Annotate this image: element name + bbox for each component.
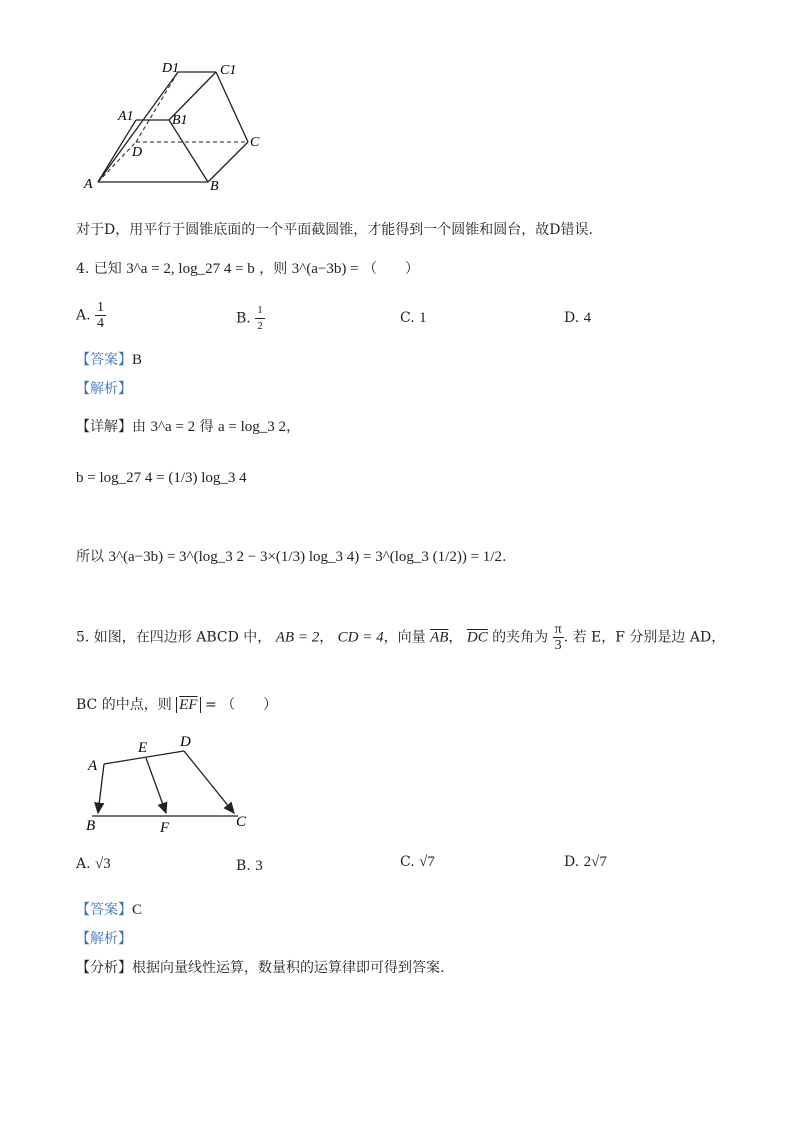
q5-option-d [564,854,607,871]
vector-dc: $\overline{DC}$ [466,629,488,646]
label-A: A [84,177,93,192]
label-A1: A1 [118,109,134,124]
label-D: D [180,734,191,750]
fraction [95,300,106,331]
q4-option-c [400,310,427,327]
angle-fraction [553,622,564,653]
detail-by: 由 [132,419,146,435]
q5-stem-line1: 5. 如图，在四边形 ABCD 中， AB = 2， CD = 4，向量 $\overline{AB}$， $\overline{DC}$ 的夹角为 $\frac{\pi}{3}$ . 若 E，F 分别是边 AD， [76,622,726,653]
q4-answer [76,349,142,369]
q4-ask: 3^(a−3b) = [291,261,359,277]
q5-answer [76,899,142,919]
q5-option-a [76,856,111,873]
q4-detail-line3: 所以 3^(a−3b) = 3^(log_3 2 − 3×(1/3) log_3 4) = 3^(log_3 (1/2)) = 1/2. [76,549,507,565]
math-expression: 3^a = 2 [150,419,196,435]
q5-option-b [236,858,263,875]
denominator: 3 [554,638,562,653]
q4-given: 3^a = 2, log_27 4 = b [126,261,255,277]
detail-get: 得 [199,419,214,435]
label-E: E [138,740,148,756]
option-label: C. [400,854,415,870]
q5-analysis-tag: 【解析】 [76,931,132,947]
vector-ef: $\overline{EF}$ [179,697,198,713]
q4-stem [76,258,419,278]
numerator: 1 [97,300,105,315]
option-label: B. [236,310,251,327]
label-C: C [236,814,247,830]
q4-option-d [564,310,591,327]
option-label: A. [76,307,91,324]
q4-then: ，则 [259,261,288,277]
answer-value: C [132,902,143,918]
option-label: D. [564,310,580,326]
stem-text: ，向量 [383,629,426,646]
stem-text: 的夹角为 [492,629,549,646]
q5-stem-line2 [76,694,277,714]
q4-paren: （ ） [363,261,420,277]
math-expression: a = log_3 2 [218,419,287,435]
label-B: B [86,818,96,834]
option-value: √3 [95,856,111,872]
option-label: B. [236,858,251,874]
answer-tag: 【答案】 [76,902,132,918]
option-label: A. [76,856,91,872]
answer-tag: 【答案】 [76,352,132,368]
label-B: B [210,179,219,194]
numerator: π [554,622,562,637]
q4-detail-line1: 【详解】由 3^a = 2 得 a = log_3 2， [76,419,301,435]
q4-option-b [236,303,265,334]
math-expression: CD = 4 [337,629,384,646]
answer-value: B [132,352,143,368]
option-label: C. [400,310,415,326]
option-value: 3 [255,858,263,874]
stem-text: . 若 E，F 分别是边 AD， [563,629,726,646]
option-value: 4 [583,310,592,326]
denominator: 2 [257,320,263,332]
q5-paren: （ ） [221,697,278,713]
math-expression: AB = 2 [275,629,320,646]
label-C1: C1 [220,63,237,78]
label-C: C [250,135,260,150]
option-value: 1 [419,310,427,326]
q4-detail-line2: b = log_27 4 = (1/3) log_3 4 [76,470,247,486]
q4-number: 4. 已知 [76,261,122,277]
label-A: A [88,758,98,774]
math-expression: 3^(a−3b) = 3^(log_3 2 − 3×(1/3) log_3 4) = 3^(log_3 (1/2)) = 1/2 [108,549,502,565]
detail-tag: 【详解】 [76,419,132,435]
fenxi-tag: 【分析】 [76,960,132,976]
q4-option-a [76,300,106,331]
stem-text: BC 的中点，则 [76,697,172,713]
label-B1: B1 [172,113,188,128]
fenxi-text: 根据向量线性运算，数量积的运算律即可得到答案. [132,960,445,976]
option-value: 2√7 [583,854,607,870]
q5-option-c [400,854,435,871]
label-D: D [132,145,143,160]
option-d-explanation: 对于D，用平行于圆锥底面的一个平面截圆锥，才能得到一个圆锥和圆台，故D错误. [76,222,593,238]
q4-analysis-tag: 【解析】 [76,381,132,397]
equals: = [204,697,217,713]
denominator: 4 [97,316,105,331]
label-D1: D1 [162,61,180,76]
frustum-figure [80,58,280,198]
option-value: √7 [419,854,435,870]
q5-fenxi [76,957,444,977]
numerator: 1 [255,303,265,319]
quadrilateral-figure [82,730,262,838]
label-F: F [160,820,170,836]
option-label: D. [564,854,580,870]
so-text: 所以 [76,549,104,565]
stem-text: 5. 如图，在四边形 ABCD 中， [76,629,272,646]
fraction [255,303,265,334]
vector-ab: $\overline{AB}$ [430,629,449,646]
